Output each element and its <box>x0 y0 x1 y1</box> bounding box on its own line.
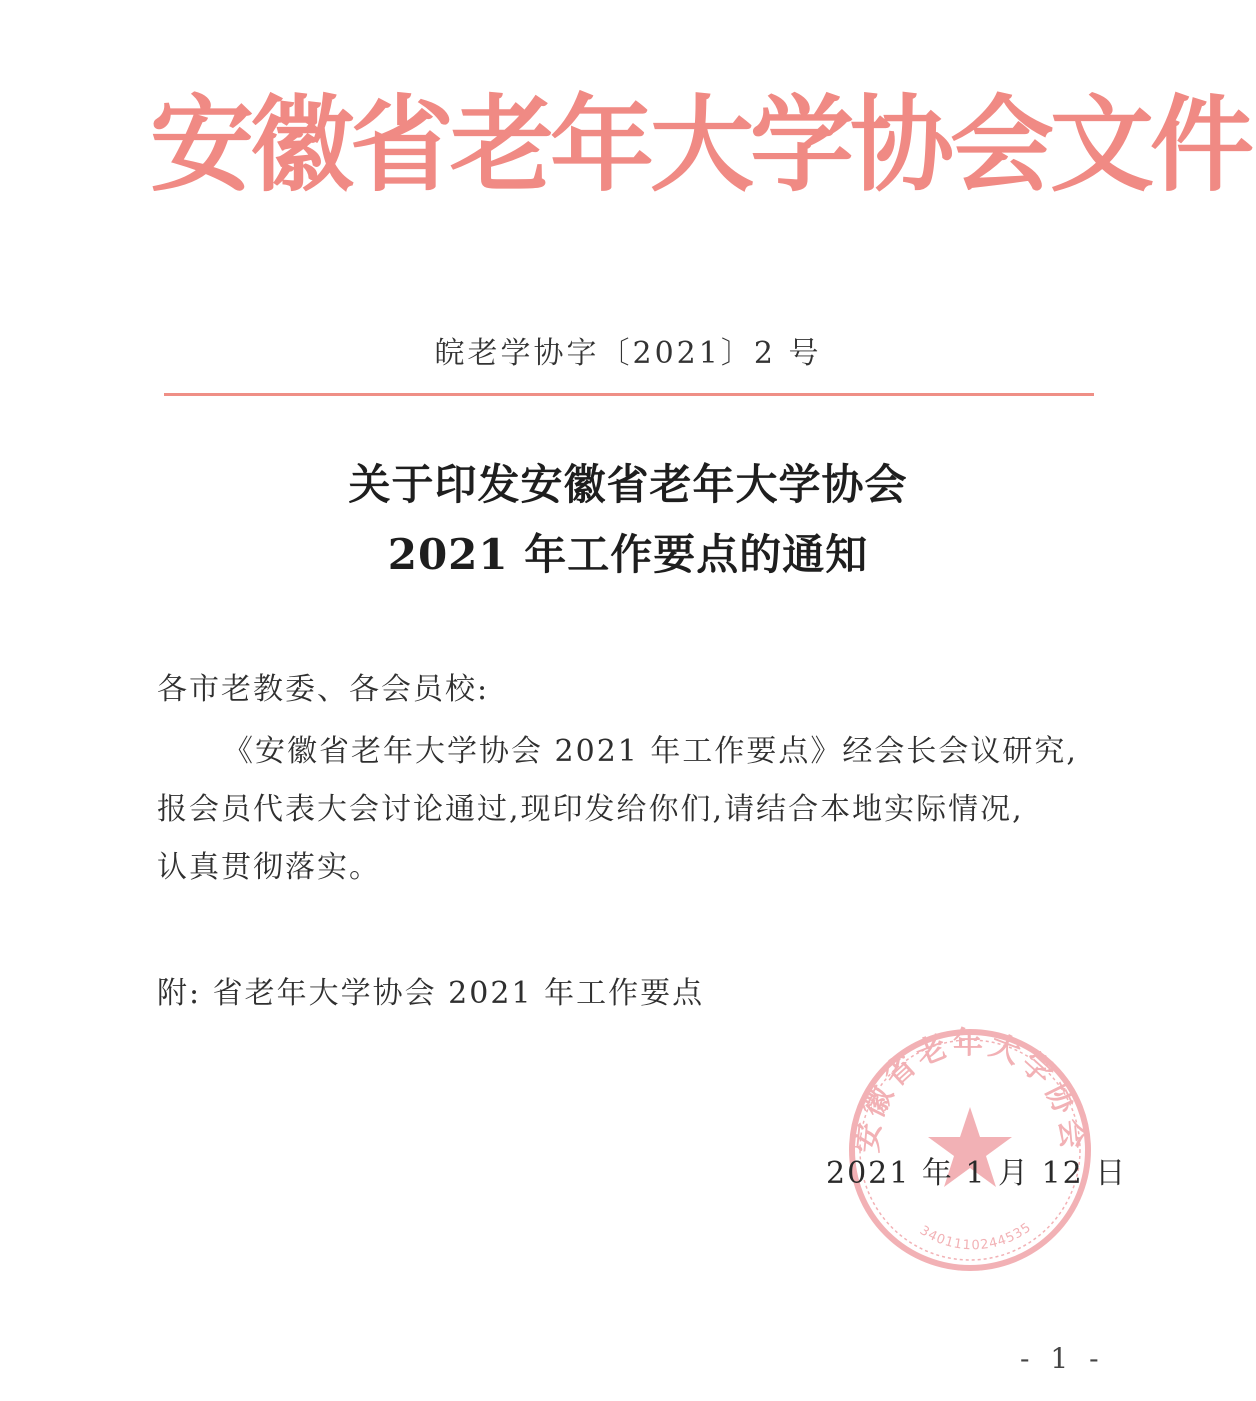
red-divider-line <box>164 393 1094 396</box>
seal-code: 3401110244535 <box>916 1219 1035 1254</box>
attachment-note: 附: 省老年大学协会 2021 年工作要点 <box>157 976 705 1011</box>
page-number: - 1 - <box>1020 1342 1105 1375</box>
notice-title-line-2: 2021 年工作要点的通知 <box>387 530 869 579</box>
body-paragraph-line-1: 《安徽省老年大学协会 2021 年工作要点》经会长会议研究, <box>223 734 1078 769</box>
issue-date: 2021 年 1 月 12 日 <box>826 1156 1128 1191</box>
svg-text:3401110244535 <box>917 1220 1035 1254</box>
masthead-title: 安徽省老年大学协会文件 <box>150 84 1251 206</box>
body-paragraph-line-2: 报会员代表大会讨论通过,现印发给你们,请结合本地实际情况, <box>157 792 1024 827</box>
notice-title-line-1: 关于印发安徽省老年大学协会 <box>348 460 908 509</box>
body-paragraph-line-3: 认真贯彻落实。 <box>157 850 381 885</box>
document-number: 皖老学协字〔2021〕2 号 <box>434 336 822 371</box>
salutation: 各市老教委、各会员校: <box>157 672 490 707</box>
seal-text: 安徽省老年大学协会 <box>849 1026 1091 1155</box>
